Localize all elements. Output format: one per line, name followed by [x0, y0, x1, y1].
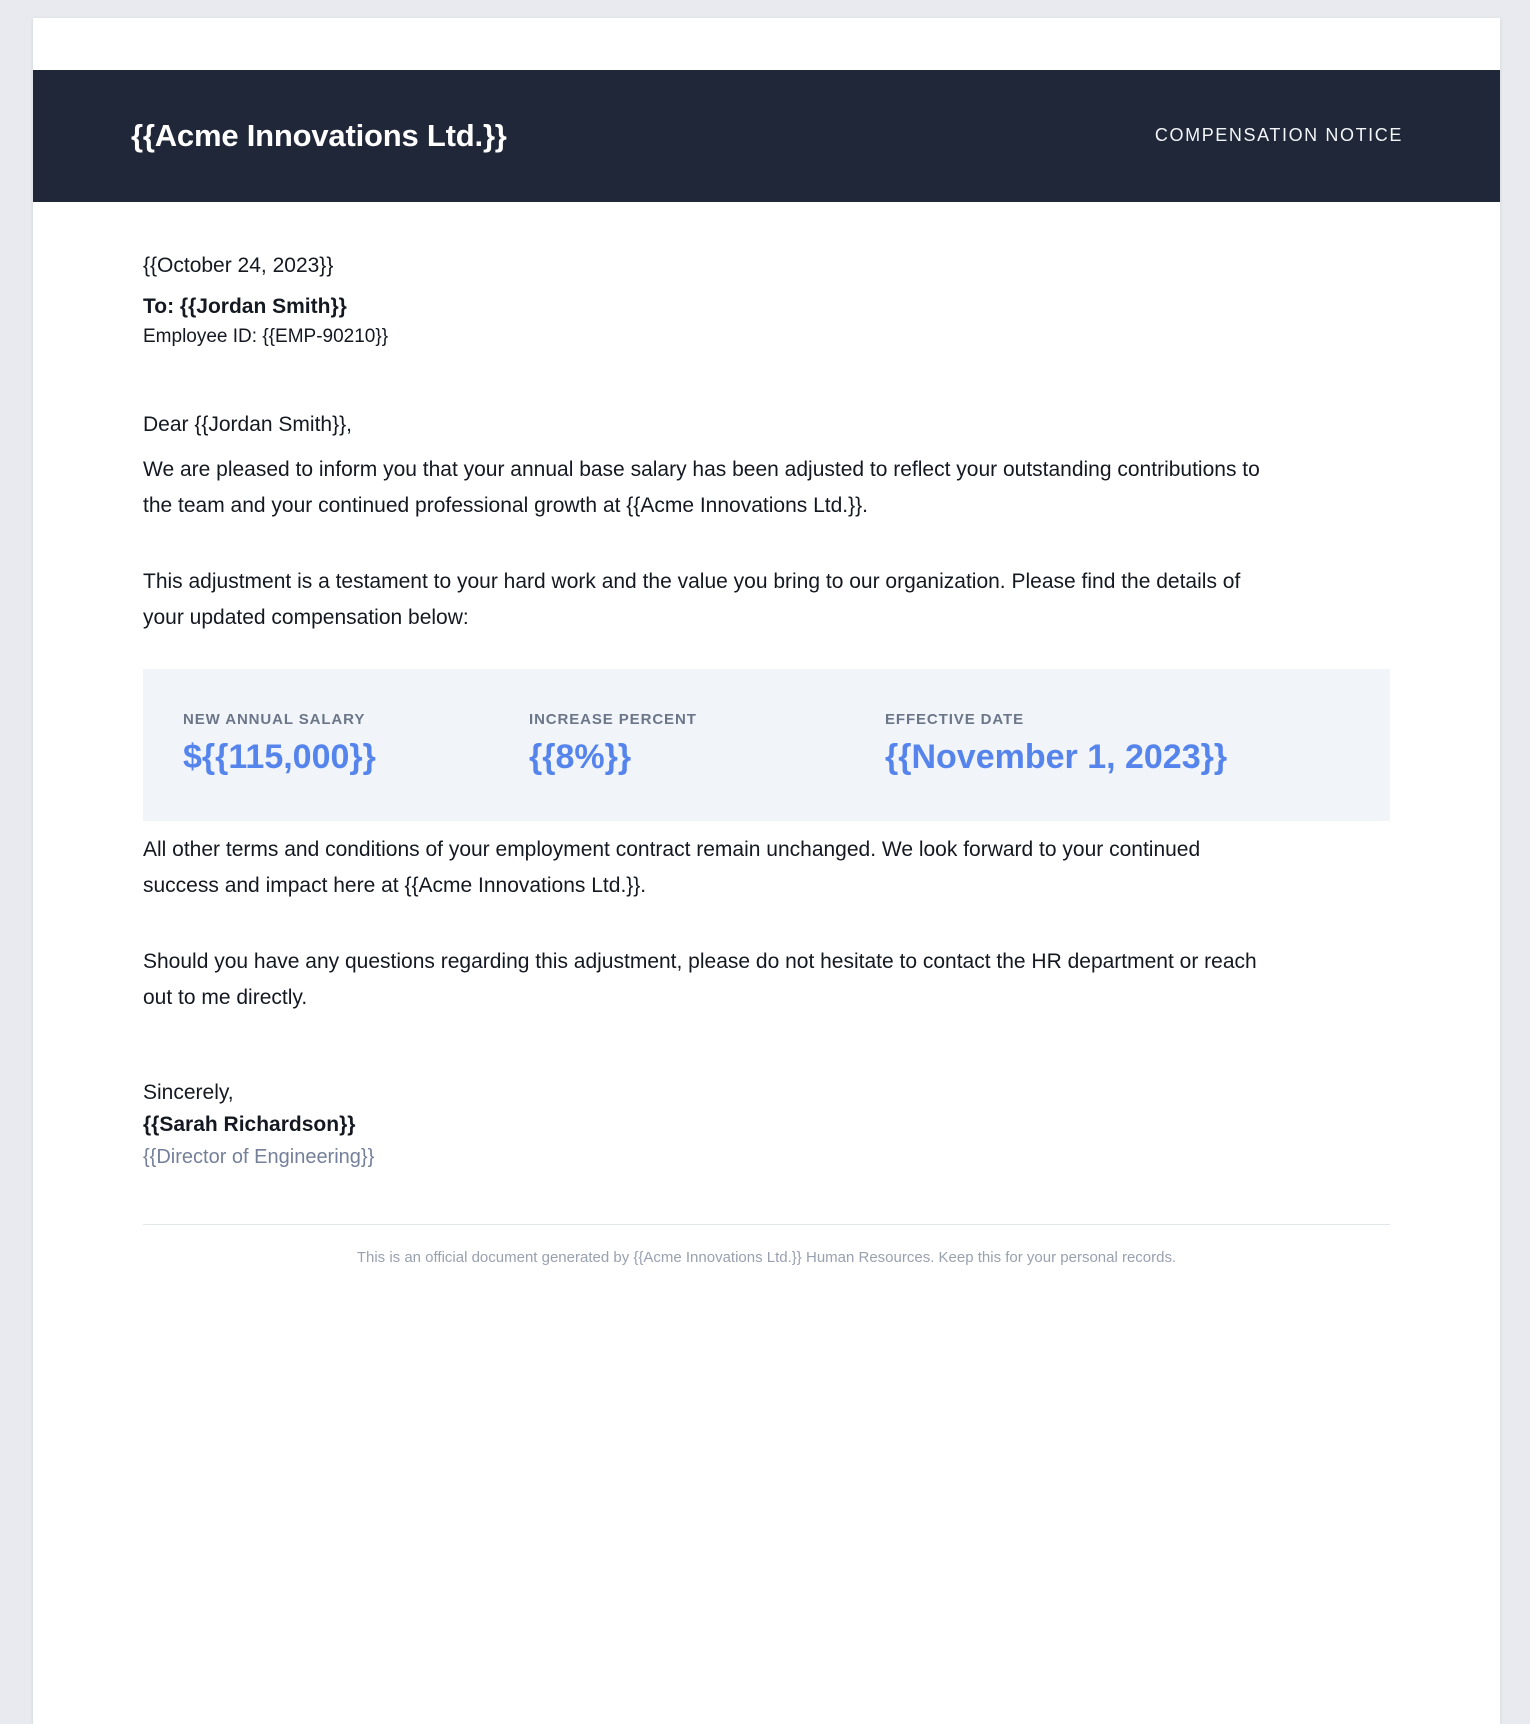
document-footer: [143, 1224, 1390, 1268]
compensation-summary-box: [143, 669, 1390, 821]
document-body: [33, 202, 1500, 1268]
document-kind-label: COMPENSATION NOTICE: [1154, 125, 1403, 146]
letter-meta-block: [143, 202, 1390, 352]
metric-increase-percent: [529, 711, 885, 779]
signature-name: {{Sarah Richardson}}: [143, 1113, 356, 1137]
signature-closing: Sincerely,: [143, 1080, 234, 1104]
metric-label: INCREASE PERCENT: [529, 710, 697, 728]
letter-paragraph-3: All other terms and conditions of your employment contract remain unchanged. We look forward to your continued success and impact here at {{Acme Innovations Ltd.}}.: [143, 837, 1201, 897]
footer-disclaimer: This is an official document generated by {{Acme Innovations Ltd.}} Human Resources. Keep this for your personal records.: [356, 1248, 1177, 1266]
letter-paragraph-2: This adjustment is a testament to your hard work and the value you bring to our organization. Please find the details of your updated compensation below:: [143, 570, 1241, 630]
metric-label: EFFECTIVE DATE: [885, 710, 1024, 728]
signature-block: [143, 1078, 1390, 1172]
employee-id: Employee ID: {{EMP-90210}}: [143, 326, 389, 348]
document-header: [33, 70, 1500, 202]
document-sheet: [33, 18, 1500, 1724]
metric-label: NEW ANNUAL SALARY: [183, 710, 366, 728]
letter-paragraph-1: We are pleased to inform you that your annual base salary has been adjusted to reflect your outstanding contributions to the team and your continued professional growth at {{Acme Innovations Ltd.}}.: [143, 458, 1260, 518]
letter-date: {{October 24, 2023}}: [143, 254, 334, 277]
metric-new-annual-salary: [183, 711, 529, 779]
recipient-name: To: {{Jordan Smith}}: [143, 294, 347, 318]
metric-value: {{November 1, 2023}}: [885, 737, 1228, 776]
metric-value: {{8%}}: [529, 737, 632, 776]
metric-value: ${{115,000}}: [183, 737, 376, 776]
salutation: Dear {{Jordan Smith}},: [143, 412, 352, 436]
letter-paragraph-4: Should you have any questions regarding this adjustment, please do not hesitate to contact the HR department or reach out to me directly.: [143, 949, 1257, 1009]
signature-title: {{Director of Engineering}}: [143, 1145, 375, 1168]
metric-effective-date: [885, 711, 1227, 779]
company-name: {{Acme Innovations Ltd.}}: [131, 117, 507, 153]
